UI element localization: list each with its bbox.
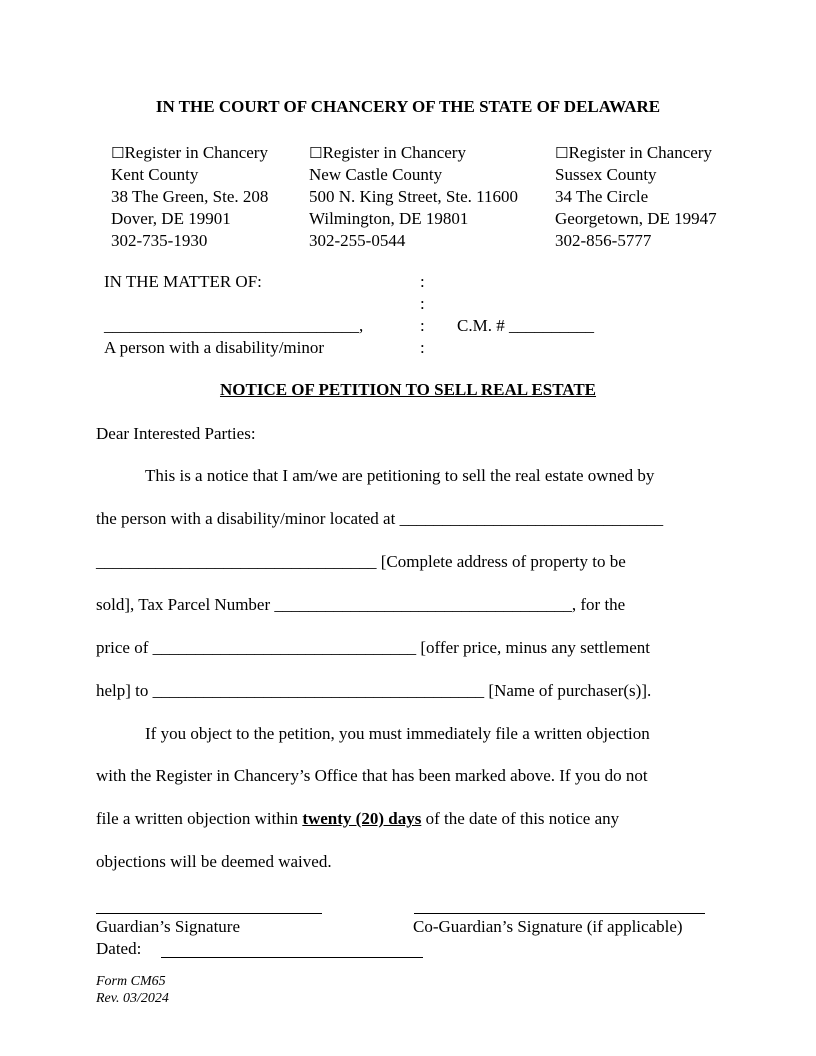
office-county: Sussex County xyxy=(555,165,657,184)
body-line-7: If you object to the petition, you must immediately file a written objection xyxy=(145,724,650,743)
body-line-4: sold], Tax Parcel Number ___________________________________, for the xyxy=(96,595,626,614)
body-line-3: _________________________________ [Complete address of property to be xyxy=(96,552,626,571)
body-line-9-end: of the date of this notice any xyxy=(421,809,620,828)
body-line-5: price of _______________________________ [offer price, minus any settlement xyxy=(96,638,650,657)
new-castle-checkbox[interactable]: ☐ xyxy=(309,144,323,162)
co-guardian-signature-line[interactable] xyxy=(414,913,705,914)
form-number: Form CM65 xyxy=(96,974,166,989)
person-label: A person with a disability/minor xyxy=(104,338,325,357)
caption-colon: : xyxy=(420,272,425,291)
office-street: 38 The Green, Ste. 208 xyxy=(111,187,269,206)
office-phone: 302-735-1930 xyxy=(111,231,208,250)
office-new-castle xyxy=(309,142,518,252)
office-phone: 302-856-5777 xyxy=(555,231,652,250)
caption-colon: : xyxy=(420,316,425,335)
body-line-1: This is a notice that I am/we are petitioning to sell the real estate owned by xyxy=(145,466,655,485)
body-line-9-start: file a written objection within xyxy=(96,809,303,828)
office-label: Register in Chancery xyxy=(124,143,268,162)
office-sussex xyxy=(555,142,717,252)
office-city: Dover, DE 19901 xyxy=(111,209,231,228)
deadline-emphasis: twenty (20) days xyxy=(302,809,422,828)
caption-colon: : xyxy=(420,294,425,313)
cm-number-field[interactable]: C.M. # __________ xyxy=(457,316,594,335)
matter-of-label: IN THE MATTER OF: xyxy=(104,272,262,291)
office-street: 34 The Circle xyxy=(555,187,649,206)
person-name-line[interactable]: ______________________________, xyxy=(104,316,364,335)
office-kent xyxy=(111,142,268,252)
dated-line[interactable] xyxy=(161,957,423,958)
office-city: Georgetown, DE 19947 xyxy=(555,209,717,228)
dated-label: Dated: xyxy=(96,939,142,958)
office-county: New Castle County xyxy=(309,165,443,184)
body-line-2: the person with a disability/minor located at _______________________________ xyxy=(96,509,664,528)
body-line-8: with the Register in Chancery’s Office that has been marked above. If you do not xyxy=(96,766,648,785)
guardian-signature-line[interactable] xyxy=(96,913,322,914)
office-phone: 302-255-0544 xyxy=(309,231,406,250)
salutation: Dear Interested Parties: xyxy=(96,424,256,443)
guardian-signature-label: Guardian’s Signature xyxy=(96,917,240,936)
notice-title: NOTICE OF PETITION TO SELL REAL ESTATE xyxy=(219,380,597,399)
office-label: Register in Chancery xyxy=(568,143,712,162)
co-guardian-signature-label: Co-Guardian’s Signature (if applicable) xyxy=(413,917,683,936)
office-county: Kent County xyxy=(111,165,199,184)
body-line-10: objections will be deemed waived. xyxy=(96,852,332,871)
body-line-6: help] to _______________________________________ [Name of purchaser(s)]. xyxy=(96,681,652,700)
sussex-checkbox[interactable]: ☐ xyxy=(555,144,569,162)
kent-checkbox[interactable]: ☐ xyxy=(111,144,125,162)
caption-colon: : xyxy=(420,338,425,357)
office-street: 500 N. King Street, Ste. 11600 xyxy=(309,187,519,206)
office-label: Register in Chancery xyxy=(322,143,466,162)
form-revision: Rev. 03/2024 xyxy=(96,991,169,1006)
office-city: Wilmington, DE 19801 xyxy=(309,209,469,228)
court-title: IN THE COURT OF CHANCERY OF THE STATE OF DELAWARE xyxy=(155,97,661,116)
body-line-9 xyxy=(96,809,619,829)
